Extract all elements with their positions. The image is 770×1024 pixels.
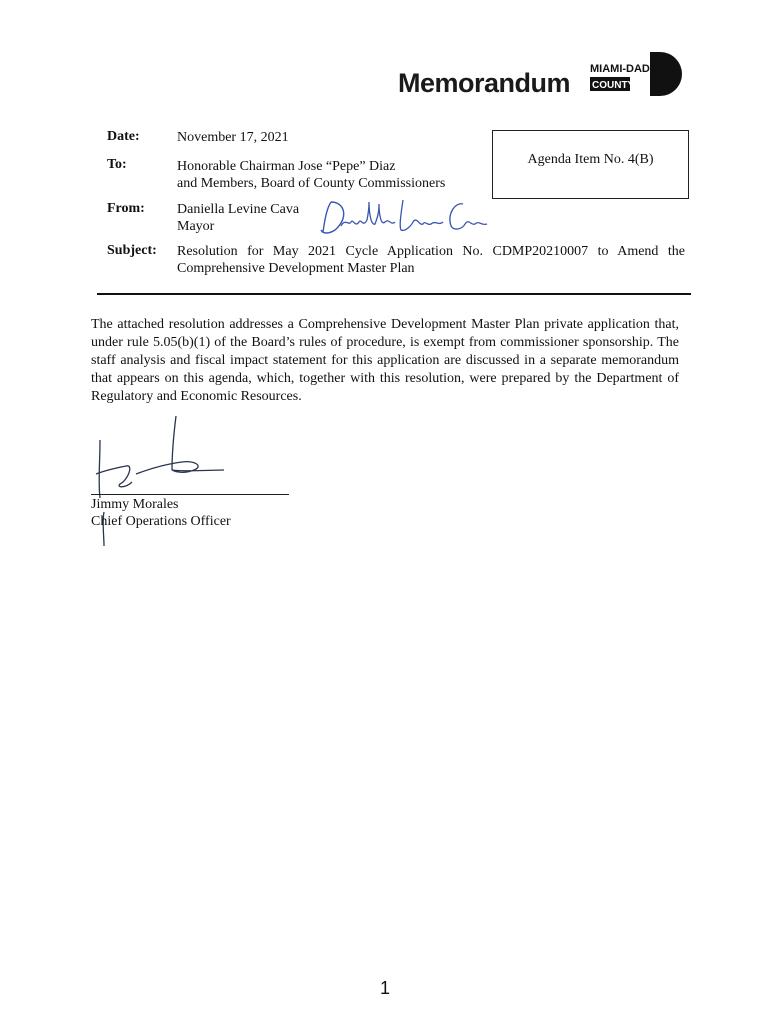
to-line-1: Honorable Chairman Jose “Pepe” Diaz [177, 159, 396, 174]
to-label: To: [107, 157, 127, 172]
to-line-2: and Members, Board of County Commissioners [177, 176, 446, 191]
date-value: November 17, 2021 [177, 130, 289, 145]
signatory-title: Chief Operations Officer [91, 514, 231, 529]
miami-dade-county-logo [588, 50, 683, 98]
memo-title: Memorandum [398, 68, 571, 98]
mayor-signature [315, 196, 495, 242]
signatory-name: Jimmy Morales [91, 497, 179, 512]
subject-value [177, 243, 685, 277]
date-label: Date: [107, 129, 140, 144]
signature-line [91, 494, 289, 495]
from-line-2: Mayor [177, 219, 215, 234]
from-value [177, 201, 299, 235]
memo-body: The attached resolution addresses a Comprehensive Development Master Plan private application that, under rule 5.05(b)(1) of the Board’s rules of procedure, is exempt from commissioner sponsorship. The staff analysis and fiscal impact statement for this application are discussed in a separate memorandum that appears on this agenda, which, together with this resolution, were prepared by the Department of Regulatory and Economic Resources. [91, 317, 679, 404]
from-label: From: [107, 201, 145, 216]
agenda-item-text: Agenda Item No. 4(B) [527, 152, 654, 167]
page-number: 1 [379, 978, 390, 998]
header-divider [97, 293, 691, 295]
agenda-item-box [492, 130, 689, 199]
logo-text-line2: COUNTY [592, 80, 635, 91]
signatory-block [91, 496, 231, 530]
subject-line-2: Comprehensive Development Master Plan [177, 261, 415, 276]
to-value [177, 158, 445, 192]
subject-label: Subject: [107, 243, 157, 258]
subject-line-1: Resolution for May 2021 Cycle Application No. CDMP20210007 to Amend the [177, 244, 685, 259]
logo-text-line1: MIAMI-DADE [590, 63, 658, 75]
from-line-1: Daniella Levine Cava [177, 202, 300, 217]
